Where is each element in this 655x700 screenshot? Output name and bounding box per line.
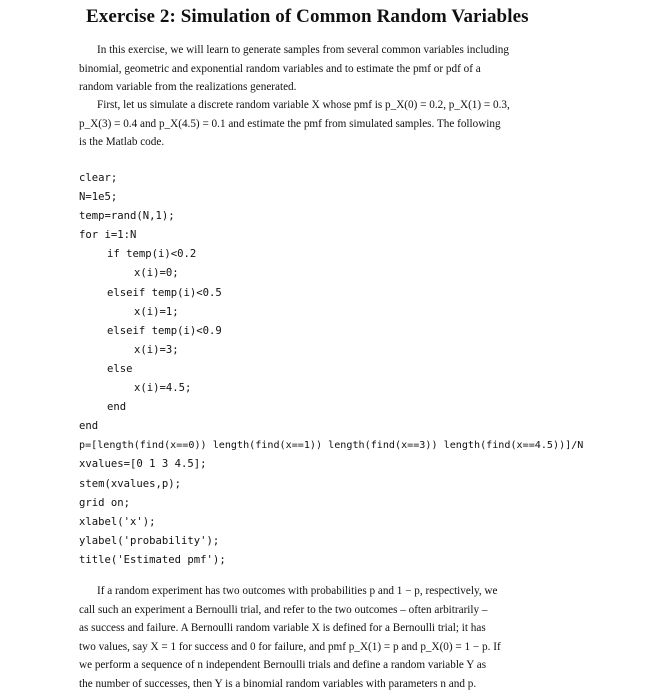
text-line: In this exercise, we will learn to generate samples from several common variables including xyxy=(97,44,509,56)
text-line: random variable from the realizations generated. xyxy=(79,81,297,93)
code-line: xvalues=[0 1 3 4.5]; xyxy=(79,458,207,471)
text-line: p_X(3) = 0.4 and p_X(4.5) = 0.1 and estimate the pmf from simulated samples. The following xyxy=(79,117,501,130)
code-line: x(i)=3; xyxy=(134,343,179,356)
code-line: else xyxy=(107,362,133,375)
code-line: p=[length(find(x==0)) length(find(x==1)) length(find(x==3)) length(find(x==4.5))]/N xyxy=(79,440,584,452)
code-line: end xyxy=(107,401,127,414)
code-line: elseif temp(i)<0.5 xyxy=(107,286,222,299)
code-line: ylabel('probability'); xyxy=(79,534,220,547)
text-line: First, let us simulate a discrete random variable X whose pmf is p_X(0) = 0.2, p_X(1) = 0.3, xyxy=(97,99,510,111)
code-line: temp=rand(N,1); xyxy=(79,210,175,223)
text-line: call such an experiment a Bernoulli trial, and refer to the two outcomes – often arbitrarily – xyxy=(79,603,488,616)
code-line: x(i)=0; xyxy=(134,267,179,280)
code-line: grid on; xyxy=(79,496,131,509)
exercise-title: Exercise 2: Simulation of Common Random Variables xyxy=(86,6,529,27)
text-line: the number of successes, then Y is a binomial random variables with parameters n and p. xyxy=(79,677,477,690)
code-line: stem(xvalues,p); xyxy=(79,477,182,490)
code-line: x(i)=4.5; xyxy=(134,382,192,395)
text-line: we perform a sequence of n independent Bernoulli trials and define a random variable Y as xyxy=(79,659,487,671)
code-line: N=1e5; xyxy=(79,191,118,204)
text-line: If a random experiment has two outcomes with probabilities p and 1 − p, respectively, we xyxy=(97,585,498,597)
bernoulli-paragraph xyxy=(79,582,599,693)
text-line: two values, say X = 1 for success and 0 for failure, and pmf p_X(1) = p and p_X(0) = 1 − p. If xyxy=(79,640,501,653)
code-line: title('Estimated pmf'); xyxy=(79,553,226,566)
code-line: x(i)=1; xyxy=(134,305,179,318)
code-line: elseif temp(i)<0.9 xyxy=(107,324,222,337)
code-line: if temp(i)<0.2 xyxy=(107,248,197,261)
code-line: xlabel('x'); xyxy=(79,515,156,528)
text-line: is the Matlab code. xyxy=(79,136,165,148)
code-line: end xyxy=(79,420,99,433)
intro-paragraph-1 xyxy=(79,41,599,97)
text-line: binomial, geometric and exponential random variables and to estimate the pmf or pdf of a xyxy=(79,62,481,75)
intro-paragraph-2 xyxy=(79,96,599,152)
text-line: as success and failure. A Bernoulli random variable X is defined for a Bernoulli trial; it has xyxy=(79,622,486,634)
code-line: for i=1:N xyxy=(79,229,137,242)
matlab-code-block xyxy=(79,169,583,570)
code-line: clear; xyxy=(79,172,118,184)
